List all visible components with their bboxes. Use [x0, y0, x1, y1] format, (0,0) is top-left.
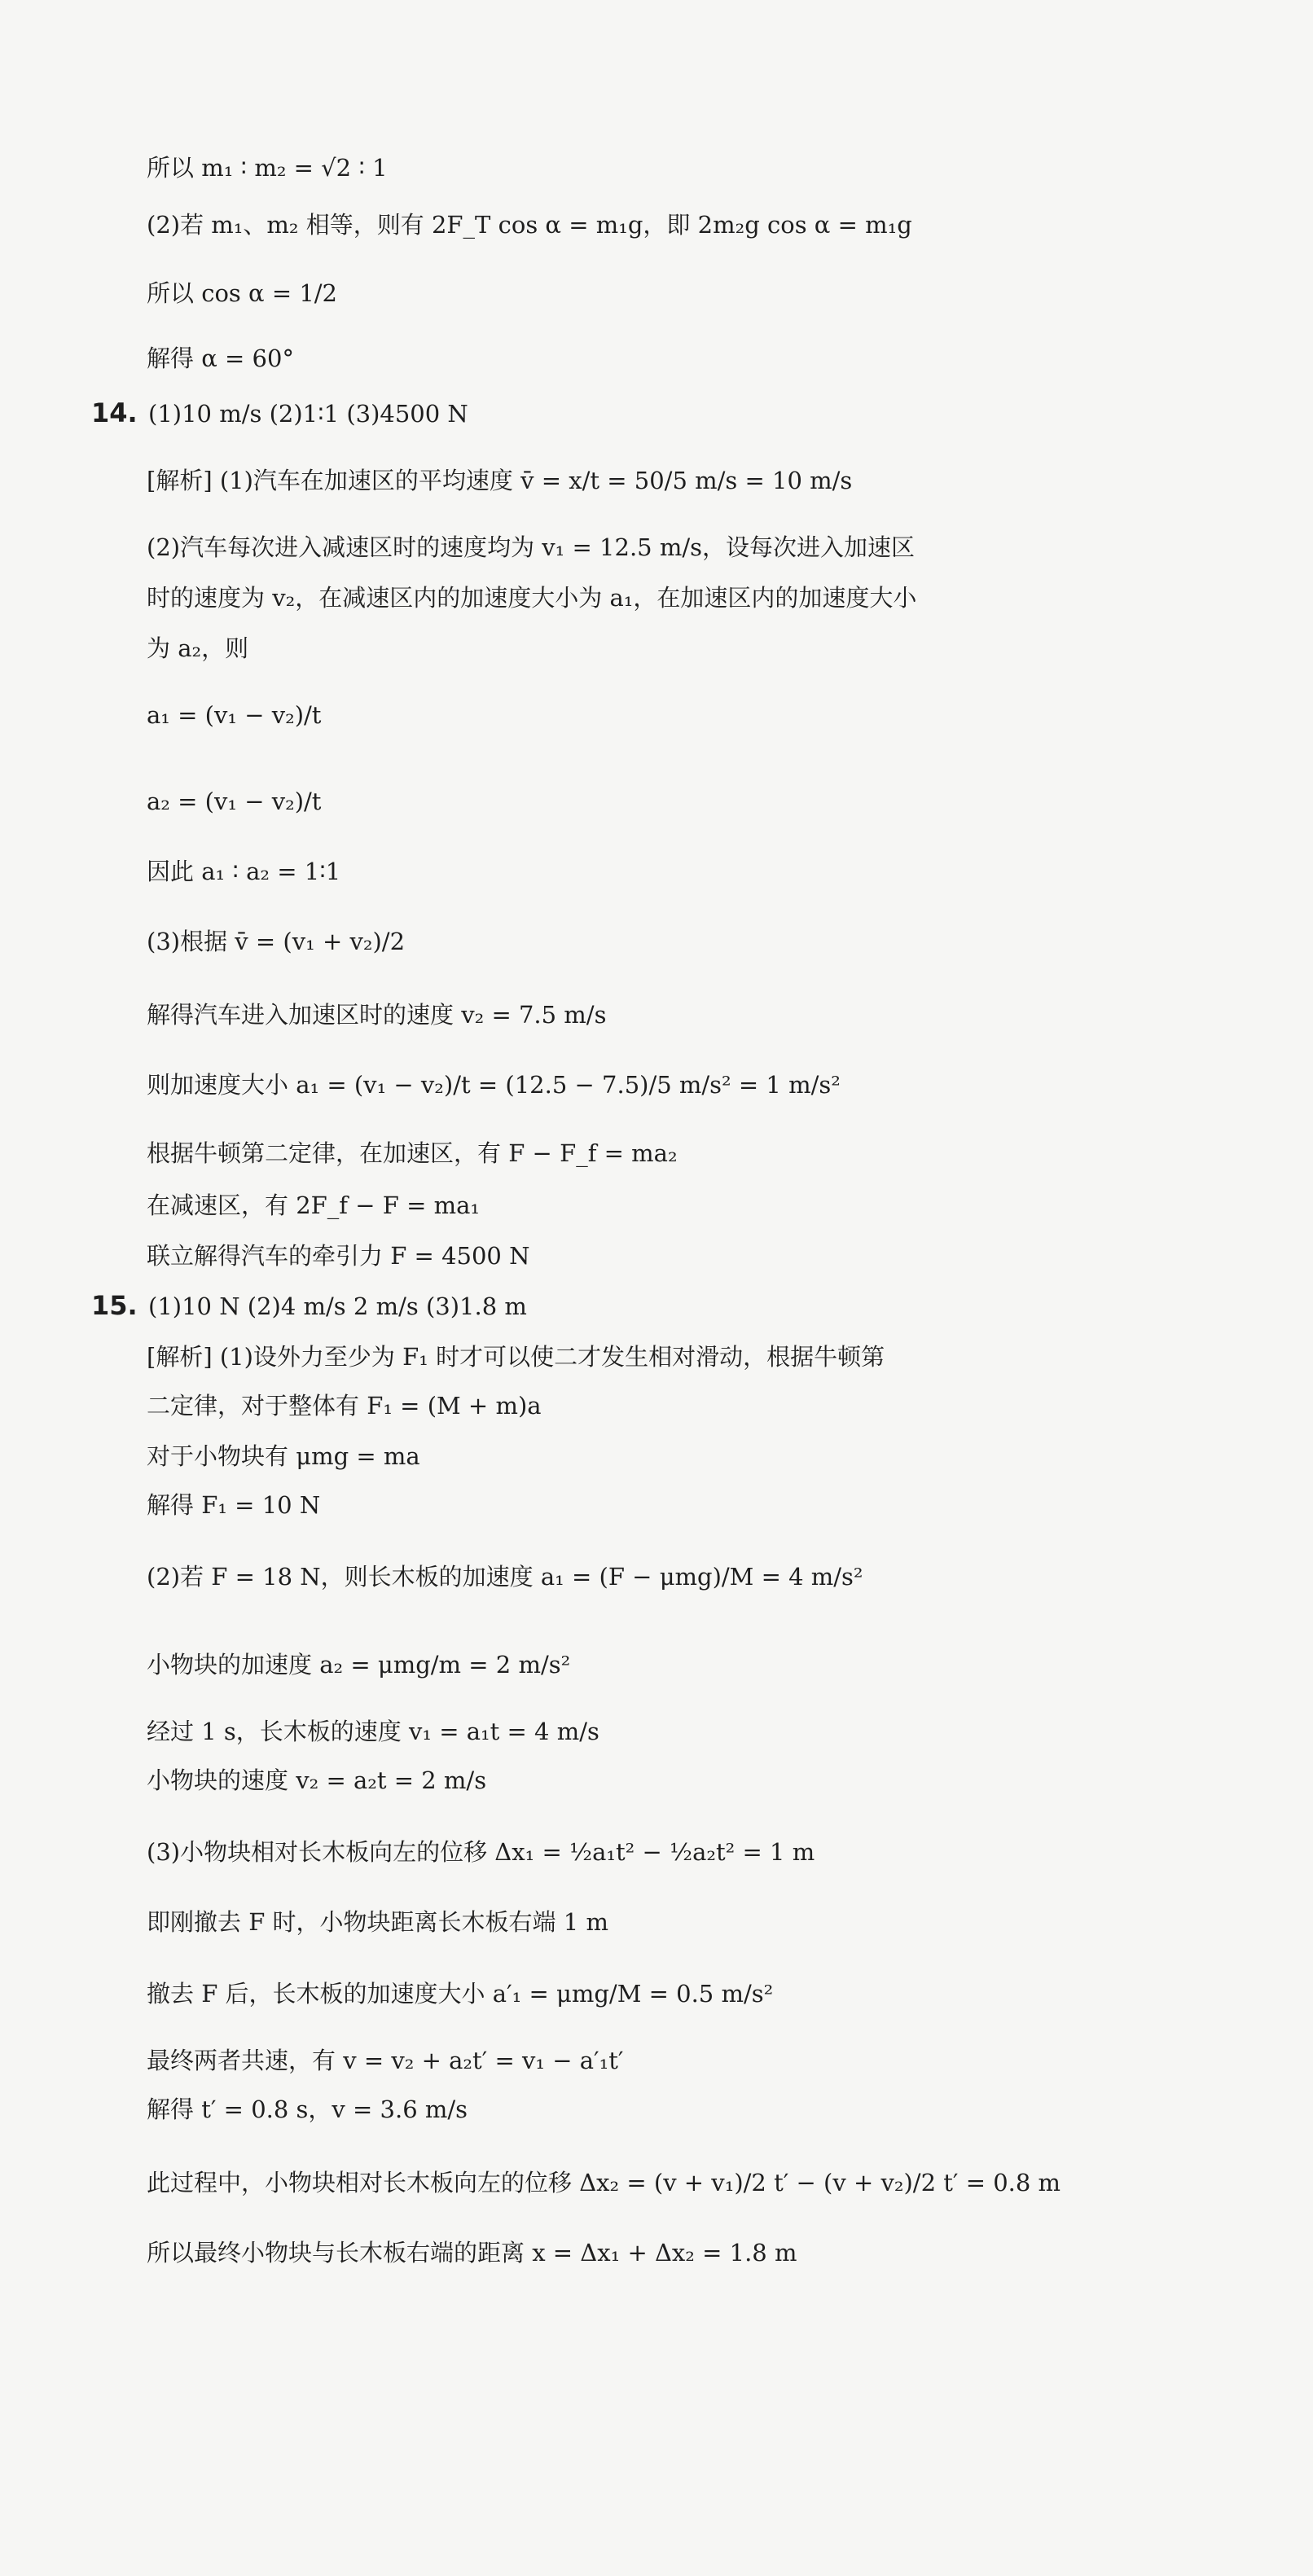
text-line: (2)汽车每次进入减速区时的速度均为 v₁ = 12.5 m/s，设每次进入加速区	[147, 533, 915, 561]
text-line: 因此 a₁ ∶ a₂ = 1∶1	[147, 858, 341, 885]
text-line: 所以最终小物块与长木板右端的距离 x = Δx₁ + Δx₂ = 1.8 m	[147, 2239, 797, 2267]
problem-number-15: 15.	[91, 1290, 138, 1321]
answer-summary-15: (1)10 N (2)4 m/s 2 m/s (3)1.8 m	[148, 1292, 527, 1320]
problem-number-14: 14.	[91, 397, 138, 428]
text-line: 经过 1 s，长木板的速度 v₁ = a₁t = 4 m/s	[147, 1718, 599, 1745]
text-line: 解得 t′ = 0.8 s，v = 3.6 m/s	[147, 2095, 468, 2123]
formula-line: (3)根据 v̄ = (v₁ + v₂)/2	[147, 928, 406, 955]
text-line: 在减速区，有 2F_f − F = ma₁	[147, 1191, 481, 1219]
formula-line: a₂ = (v₁ − v₂)/t	[147, 788, 322, 815]
text-line: 二定律，对于整体有 F₁ = (M + m)a	[147, 1392, 542, 1420]
text-line: 所以 cos α = 1/2	[147, 279, 338, 307]
text-line: 对于小物块有 μmg = ma	[147, 1442, 420, 1470]
analysis-line: [解析] (1)汽车在加速区的平均速度 v̄ = x/t = 50/5 m/s = 10 m/s	[147, 467, 853, 494]
text-line: 为 a₂，则	[147, 634, 249, 662]
text-line: 最终两者共速，有 v = v₂ + a₂t′ = v₁ − a′₁t′	[147, 2047, 624, 2074]
formula-line: 撤去 F 后，长木板的加速度大小 a′₁ = μmg/M = 0.5 m/s²	[147, 1980, 774, 2008]
text-line: 所以 m₁ ∶ m₂ = √2 ∶ 1	[147, 154, 388, 182]
formula-line: a₁ = (v₁ − v₂)/t	[147, 701, 322, 729]
text-line: 解得 α = 60°	[147, 344, 294, 372]
text-line: 时的速度为 v₂，在减速区内的加速度大小为 a₁，在加速区内的加速度大小	[147, 584, 917, 612]
text-line: 即刚撤去 F 时，小物块距离长木板右端 1 m	[147, 1908, 608, 1936]
text-line: 根据牛顿第二定律，在加速区，有 F − F_f = ma₂	[147, 1139, 678, 1167]
formula-line: 则加速度大小 a₁ = (v₁ − v₂)/t = (12.5 − 7.5)/5 m/s² = 1 m/s²	[147, 1071, 841, 1099]
text-line: 解得汽车进入加速区时的速度 v₂ = 7.5 m/s	[147, 1001, 607, 1029]
text-line: 解得 F₁ = 10 N	[147, 1491, 321, 1519]
text-line: 联立解得汽车的牵引力 F = 4500 N	[147, 1242, 530, 1270]
formula-line: (3)小物块相对长木板向左的位移 Δx₁ = ½a₁t² − ½a₂t² = 1 m	[147, 1838, 815, 1866]
text-line: (2)若 m₁、m₂ 相等，则有 2F_T cos α = m₁g，即 2m₂g cos α = m₁g	[147, 211, 912, 239]
answer-summary-14: (1)10 m/s (2)1∶1 (3)4500 N	[148, 400, 468, 428]
formula-line: 此过程中，小物块相对长木板向左的位移 Δx₂ = (v + v₁)/2 t′ − (v + v₂)/2 t′ = 0.8 m	[147, 2169, 1061, 2196]
formula-line: 小物块的加速度 a₂ = μmg/m = 2 m/s²	[147, 1651, 571, 1679]
analysis-line: [解析] (1)设外力至少为 F₁ 时才可以使二才发生相对滑动，根据牛顿第	[147, 1343, 885, 1371]
text-line: 小物块的速度 v₂ = a₂t = 2 m/s	[147, 1766, 487, 1794]
formula-line: (2)若 F = 18 N，则长木板的加速度 a₁ = (F − μmg)/M = 4 m/s²	[147, 1563, 863, 1591]
